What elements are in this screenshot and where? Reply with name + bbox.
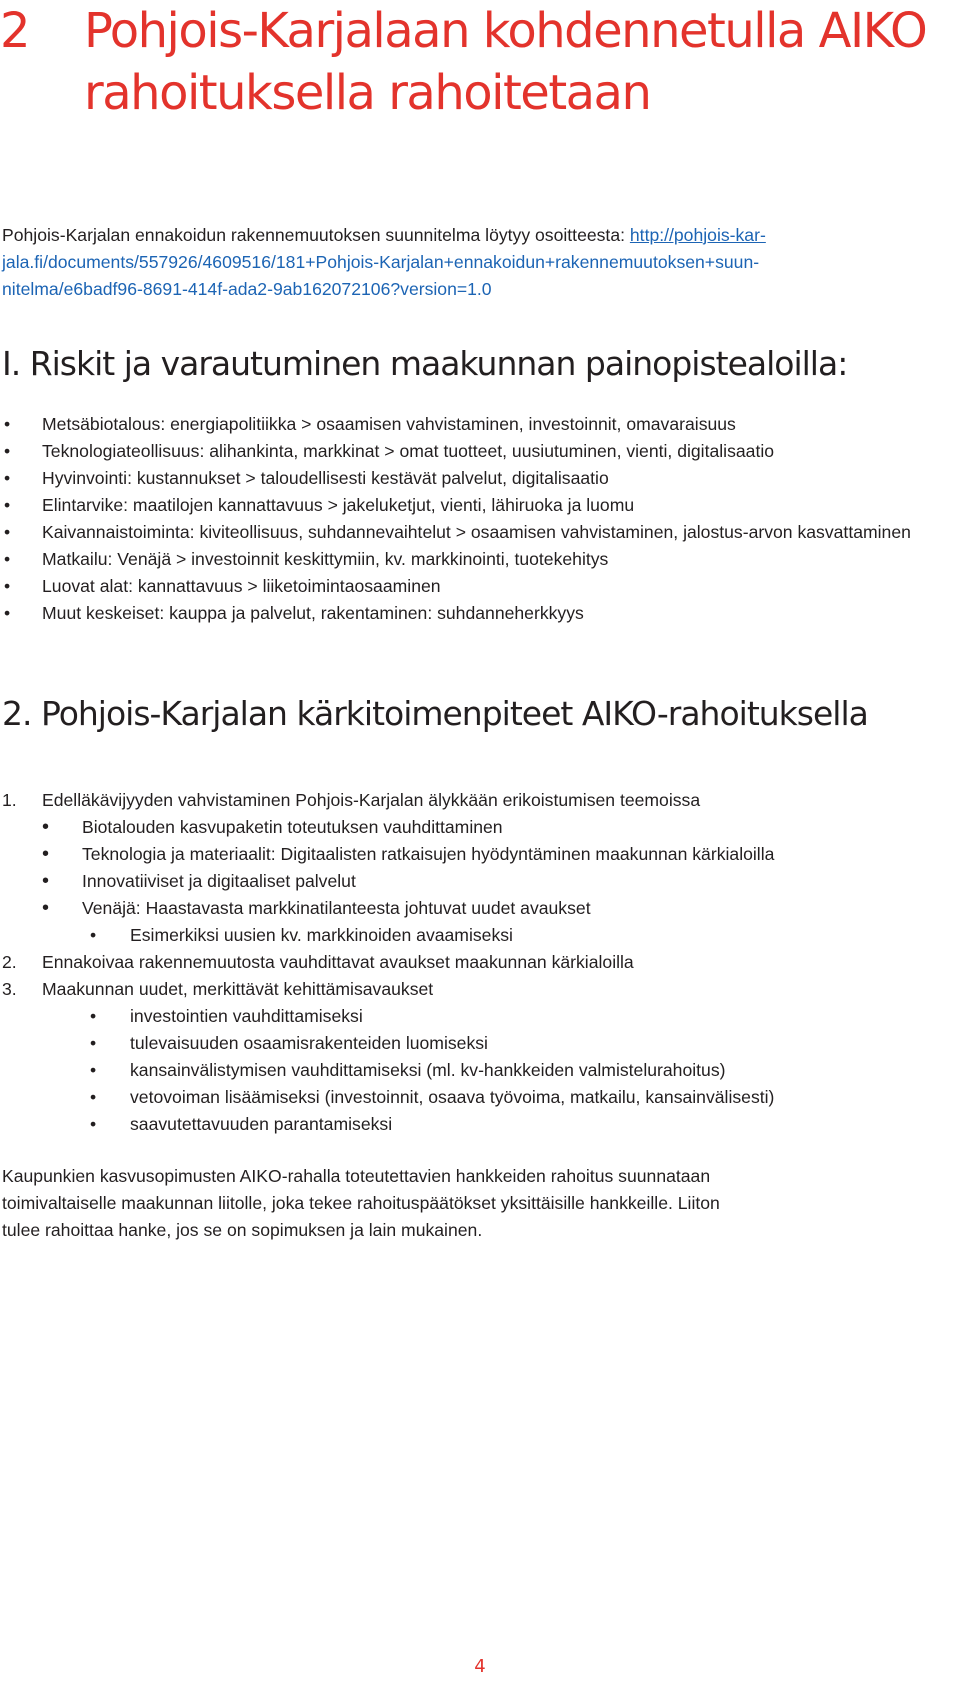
- bullet-icon: •: [4, 495, 11, 515]
- action-item-1: [2, 787, 960, 814]
- bullet-icon: •: [4, 468, 11, 488]
- plan-link-part-2[interactable]: jala.fi/documents/557926/4609516/181+Pohjois-Karjalan+ennakoidun+rakennemuutoksen+suun-: [2, 252, 760, 272]
- sub-item-text: Teknologia ja materiaalit: Digitaalisten ratkaisujen hyödyntäminen maakunnan kärkialoilla: [82, 844, 775, 864]
- list-item-text: Luovat alat: kannattavuus > liiketoimintaosaaminen: [42, 576, 441, 596]
- closing-line-1: Kaupunkien kasvusopimusten AIKO-rahalla toteutettavien hankkeiden rahoitus suunnataan: [2, 1166, 711, 1186]
- list-item: [2, 465, 960, 492]
- list-item-text: Elintarvike: maatilojen kannattavuus > jakeluketjut, vienti, lähiruoka ja luomu: [42, 495, 635, 515]
- sub-item: [2, 1084, 960, 1111]
- plan-link-part-1[interactable]: http://pohjois-kar-: [629, 225, 766, 245]
- bullet-icon: •: [90, 1006, 97, 1026]
- action-item-2: [2, 949, 960, 976]
- list-item: [2, 519, 960, 546]
- item-number: 1.: [2, 790, 17, 810]
- bullet-icon: •: [42, 843, 50, 865]
- sub-item-text: saavutettavuuden parantamiseksi: [130, 1114, 393, 1134]
- sub-item: [2, 814, 960, 841]
- page-title: [0, 0, 960, 124]
- bullet-icon: •: [90, 1087, 97, 1107]
- actions-heading: 2. Pohjois-Karjalan kärkitoimenpiteet AIKO-rahoituksella: [2, 694, 868, 733]
- heading-line-1: Pohjois-Karjalaan kohdennetulla AIKO: [84, 3, 927, 59]
- bullet-icon: •: [4, 441, 11, 461]
- heading-number: 2: [0, 3, 30, 59]
- sub-item-text: Biotalouden kasvupaketin toteutuksen vauhdittaminen: [82, 817, 503, 837]
- list-item-text: Muut keskeiset: kauppa ja palvelut, rakentaminen: suhdanneherkkyys: [42, 603, 584, 623]
- item-number: 2.: [2, 952, 17, 972]
- intro-paragraph: [2, 222, 958, 303]
- closing-line-2: toimivaltaiselle maakunnan liitolle, joka tekee rahoituspäätökset yksittäisille hankkeille. Liiton: [2, 1193, 720, 1213]
- list-item-text: Metsäbiotalous: energiapolitiikka > osaamisen vahvistaminen, investoinnit, omavaraisuus: [42, 414, 736, 434]
- sub-item: [2, 895, 960, 922]
- risks-heading: I. Riskit ja varautuminen maakunnan painopistealoilla:: [2, 344, 848, 383]
- closing-paragraph: [2, 1163, 958, 1244]
- bullet-icon: •: [42, 870, 50, 892]
- sub-item-text: vetovoiman lisäämiseksi (investoinnit, osaava työvoima, matkailu, kansainvälisesti): [130, 1087, 775, 1107]
- bullet-icon: •: [90, 1060, 97, 1080]
- list-item: [2, 546, 960, 573]
- sub-item-text: investointien vauhdittamiseksi: [130, 1006, 363, 1026]
- bullet-icon: •: [4, 576, 11, 596]
- bullet-icon: •: [4, 414, 11, 434]
- sub-item-text: tulevaisuuden osaamisrakenteiden luomiseksi: [130, 1033, 488, 1053]
- sub-item: [2, 868, 960, 895]
- plan-link-part-3[interactable]: nitelma/e6badf96-8691-414f-ada2-9ab162072106?version=1.0: [2, 279, 492, 299]
- list-item: [2, 492, 960, 519]
- bullet-icon: •: [4, 522, 11, 542]
- list-item: [2, 600, 960, 627]
- sub-item: [2, 841, 960, 868]
- action-item-text: Edelläkävijyyden vahvistaminen Pohjois-Karjalan älykkään erikoistumisen teemoissa: [42, 790, 701, 810]
- list-item: [2, 438, 960, 465]
- action-item-3: [2, 976, 960, 1003]
- bullet-icon: •: [90, 1114, 97, 1134]
- risks-list: [2, 411, 960, 627]
- page-number: 4: [474, 1656, 486, 1677]
- sub-item: [2, 1003, 960, 1030]
- sub-item: [2, 1030, 960, 1057]
- action-item-text: Maakunnan uudet, merkittävät kehittämisavaukset: [42, 979, 434, 999]
- heading-line-2: rahoituksella rahoitetaan: [84, 65, 651, 121]
- list-item-text: Teknologiateollisuus: alihankinta, markkinat > omat tuotteet, uusiutuminen, vienti, digitalisaatio: [42, 441, 775, 461]
- list-item-text: Kaivannaistoiminta: kiviteollisuus, suhdannevaihtelut > osaamisen vahvistaminen, jalostus-arvon kasvattaminen: [42, 522, 911, 542]
- sub-item: [2, 1057, 960, 1084]
- sub-item-text: kansainvälistymisen vauhdittamiseksi (ml. kv-hankkeiden valmistelurahoitus): [130, 1060, 726, 1080]
- bullet-icon: •: [4, 603, 11, 623]
- list-item-text: Hyvinvointi: kustannukset > taloudellisesti kestävät palvelut, digitalisaatio: [42, 468, 609, 488]
- sub-item-text: Venäjä: Haastavasta markkinatilanteesta johtuvat uudet avaukset: [82, 898, 591, 918]
- intro-text: Pohjois-Karjalan ennakoidun rakennemuutoksen suunnitelma löytyy osoitteesta:: [2, 225, 630, 245]
- bullet-icon: •: [42, 816, 50, 838]
- item-number: 3.: [2, 979, 17, 999]
- list-item: [2, 573, 960, 600]
- list-item: [2, 411, 960, 438]
- bullet-icon: •: [90, 925, 97, 945]
- actions-list: [2, 787, 960, 1138]
- sub-item-text: Innovatiiviset ja digitaaliset palvelut: [82, 871, 356, 891]
- closing-line-3: tulee rahoittaa hanke, jos se on sopimuksen ja lain mukainen.: [2, 1220, 483, 1240]
- bullet-icon: •: [42, 897, 50, 919]
- bullet-icon: •: [90, 1033, 97, 1053]
- action-item-text: Ennakoivaa rakennemuutosta vauhdittavat avaukset maakunnan kärkialoilla: [42, 952, 634, 972]
- sub-sub-item-text: Esimerkiksi uusien kv. markkinoiden avaamiseksi: [130, 925, 513, 945]
- sub-item: [2, 1111, 960, 1138]
- bullet-icon: •: [4, 549, 11, 569]
- list-item-text: Matkailu: Venäjä > investoinnit keskittymiin, kv. markkinointi, tuotekehitys: [42, 549, 609, 569]
- sub-sub-item: [2, 922, 960, 949]
